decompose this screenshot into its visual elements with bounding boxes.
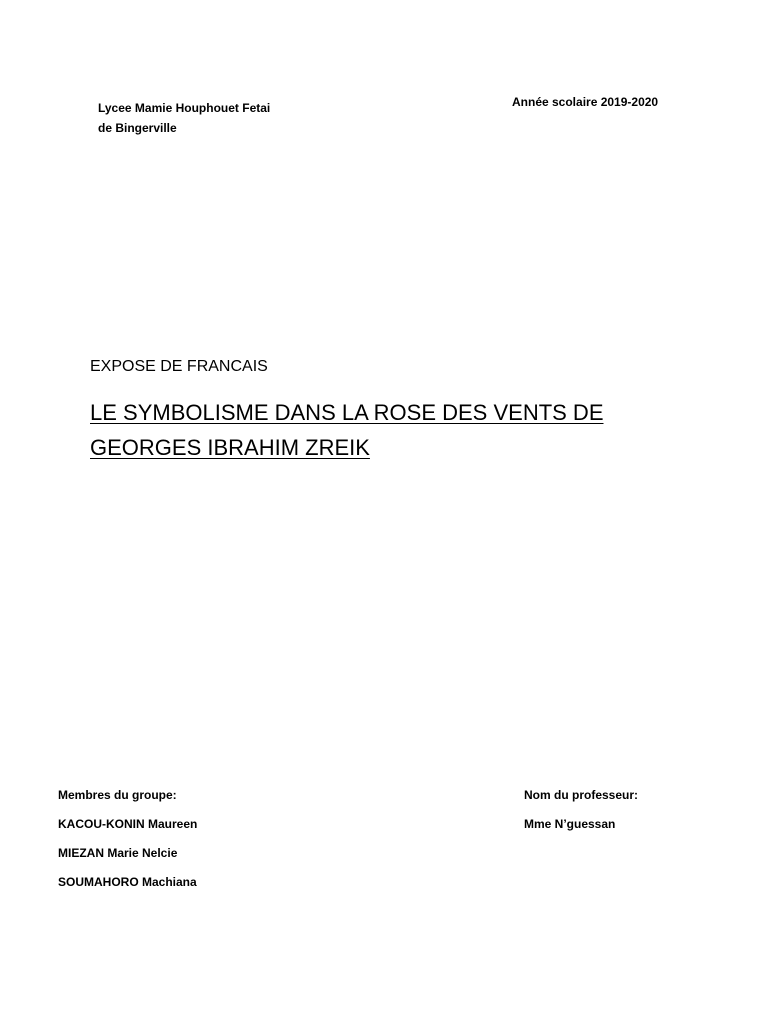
- school-year: Année scolaire 2019-2020: [512, 95, 659, 109]
- school-name: [98, 98, 270, 138]
- member-name: KACOU-KONIN Maureen: [58, 817, 198, 831]
- group-members-heading: Membres du groupe:: [58, 788, 177, 802]
- document-subtitle: EXPOSE DE FRANCAIS: [90, 358, 268, 375]
- member-name: MIEZAN Marie Nelcie: [58, 846, 178, 860]
- member-name: SOUMAHORO Machiana: [58, 875, 197, 889]
- school-name-line2: de Bingerville: [98, 121, 177, 135]
- group-members: [58, 785, 197, 901]
- teacher-info: [524, 785, 638, 843]
- school-name-line1: Lycee Mamie Houphouet Fetai: [98, 101, 271, 115]
- document-title: [90, 395, 690, 465]
- document-title-line2: GEORGES IBRAHIM ZREIK: [90, 435, 370, 460]
- teacher-heading: Nom du professeur:: [524, 788, 639, 802]
- document-title-line1: LE SYMBOLISME DANS LA ROSE DES VENTS DE: [90, 400, 604, 425]
- teacher-name: Mme N’guessan: [524, 817, 616, 831]
